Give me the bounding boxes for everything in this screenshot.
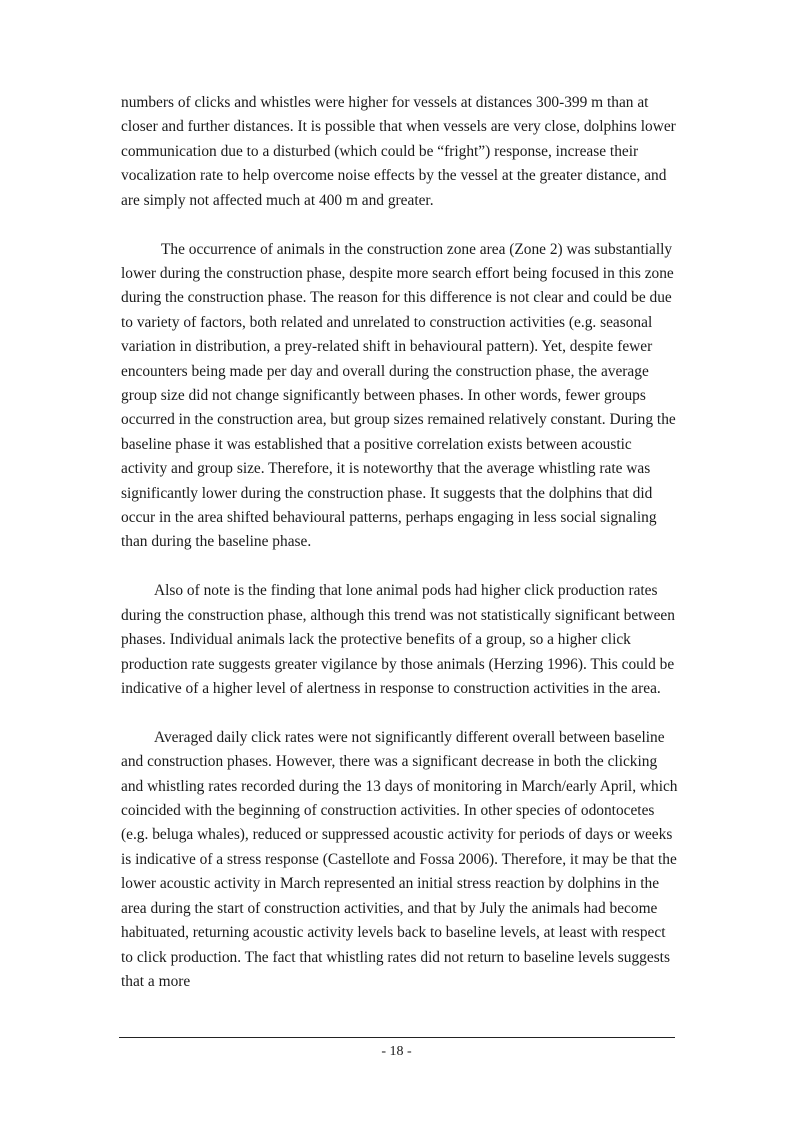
paragraph-vessel-distance: numbers of clicks and whistles were higher for vessels at distances 300-399 m than at closer and further distances. It is possible that when vessels are very close, dolphins lower communication due to a disturbed (which could be “fright”) response, increase their vocalization rate to help overcome noise effects by the vessel at the greater distance, and are simply not affected much at 400 m and greater. bbox=[121, 94, 676, 209]
paragraph-construction-zone: The occurrence of animals in the construction zone area (Zone 2) was substantially lower during the construction phase, despite more search effort being focused in this zone during the construction phase. The reason for this difference is not clear and could be due to variety of factors, both related and unrelated to construction activities (e.g. seasonal variation in distribution, a prey-related shift in behavioural pattern). Yet, despite fewer encounters being made per day and overall during the construction phase, the average group size did not change significantly between phases. In other words, fewer groups occurred in the construction area, but group sizes remained relatively constant. During the baseline phase it was established that a positive correlation exists between acoustic activity and group size. Therefore, it is noteworthy that the average whistling rate was significantly lower during the construction phase. It suggests that the dolphins that did occur in the area shifted behavioural patterns, perhaps engaging in less social signaling than during the baseline phase. bbox=[121, 240, 676, 551]
footer-divider bbox=[119, 1037, 675, 1038]
body-text bbox=[121, 91, 681, 994]
page-number: - 18 - bbox=[381, 1044, 412, 1059]
paragraph-lone-animal-pods: Also of note is the finding that lone animal pods had higher click production rates during the construction phase, although this trend was not statistically significant between phases. Individual animals lack the protective benefits of a group, so a higher click production rate suggests greater vigilance by those animals (Herzing 1996). This could be indicative of a higher level of alertness in response to construction activities in the area. bbox=[121, 582, 675, 697]
paragraph-daily-click-rates: Averaged daily click rates were not significantly different overall between baseline and construction phases. However, there was a significant decrease in both the clicking and whistling rates recorded during the 13 days of monitoring in March/early April, which coincided with the beginning of construction activities. In other species of odontocetes (e.g. beluga whales), reduced or suppressed acoustic activity for periods of days or weeks is indicative of a stress response (Castellote and Fossa 2006). Therefore, it may be that the lower acoustic activity in March represented an initial stress reaction by dolphins in the area during the start of construction activities, and that by July the animals had become habituated, returning acoustic activity levels back to baseline levels, at least with respect to click production. The fact that whistling rates did not return to baseline levels suggests that a more bbox=[121, 728, 678, 990]
